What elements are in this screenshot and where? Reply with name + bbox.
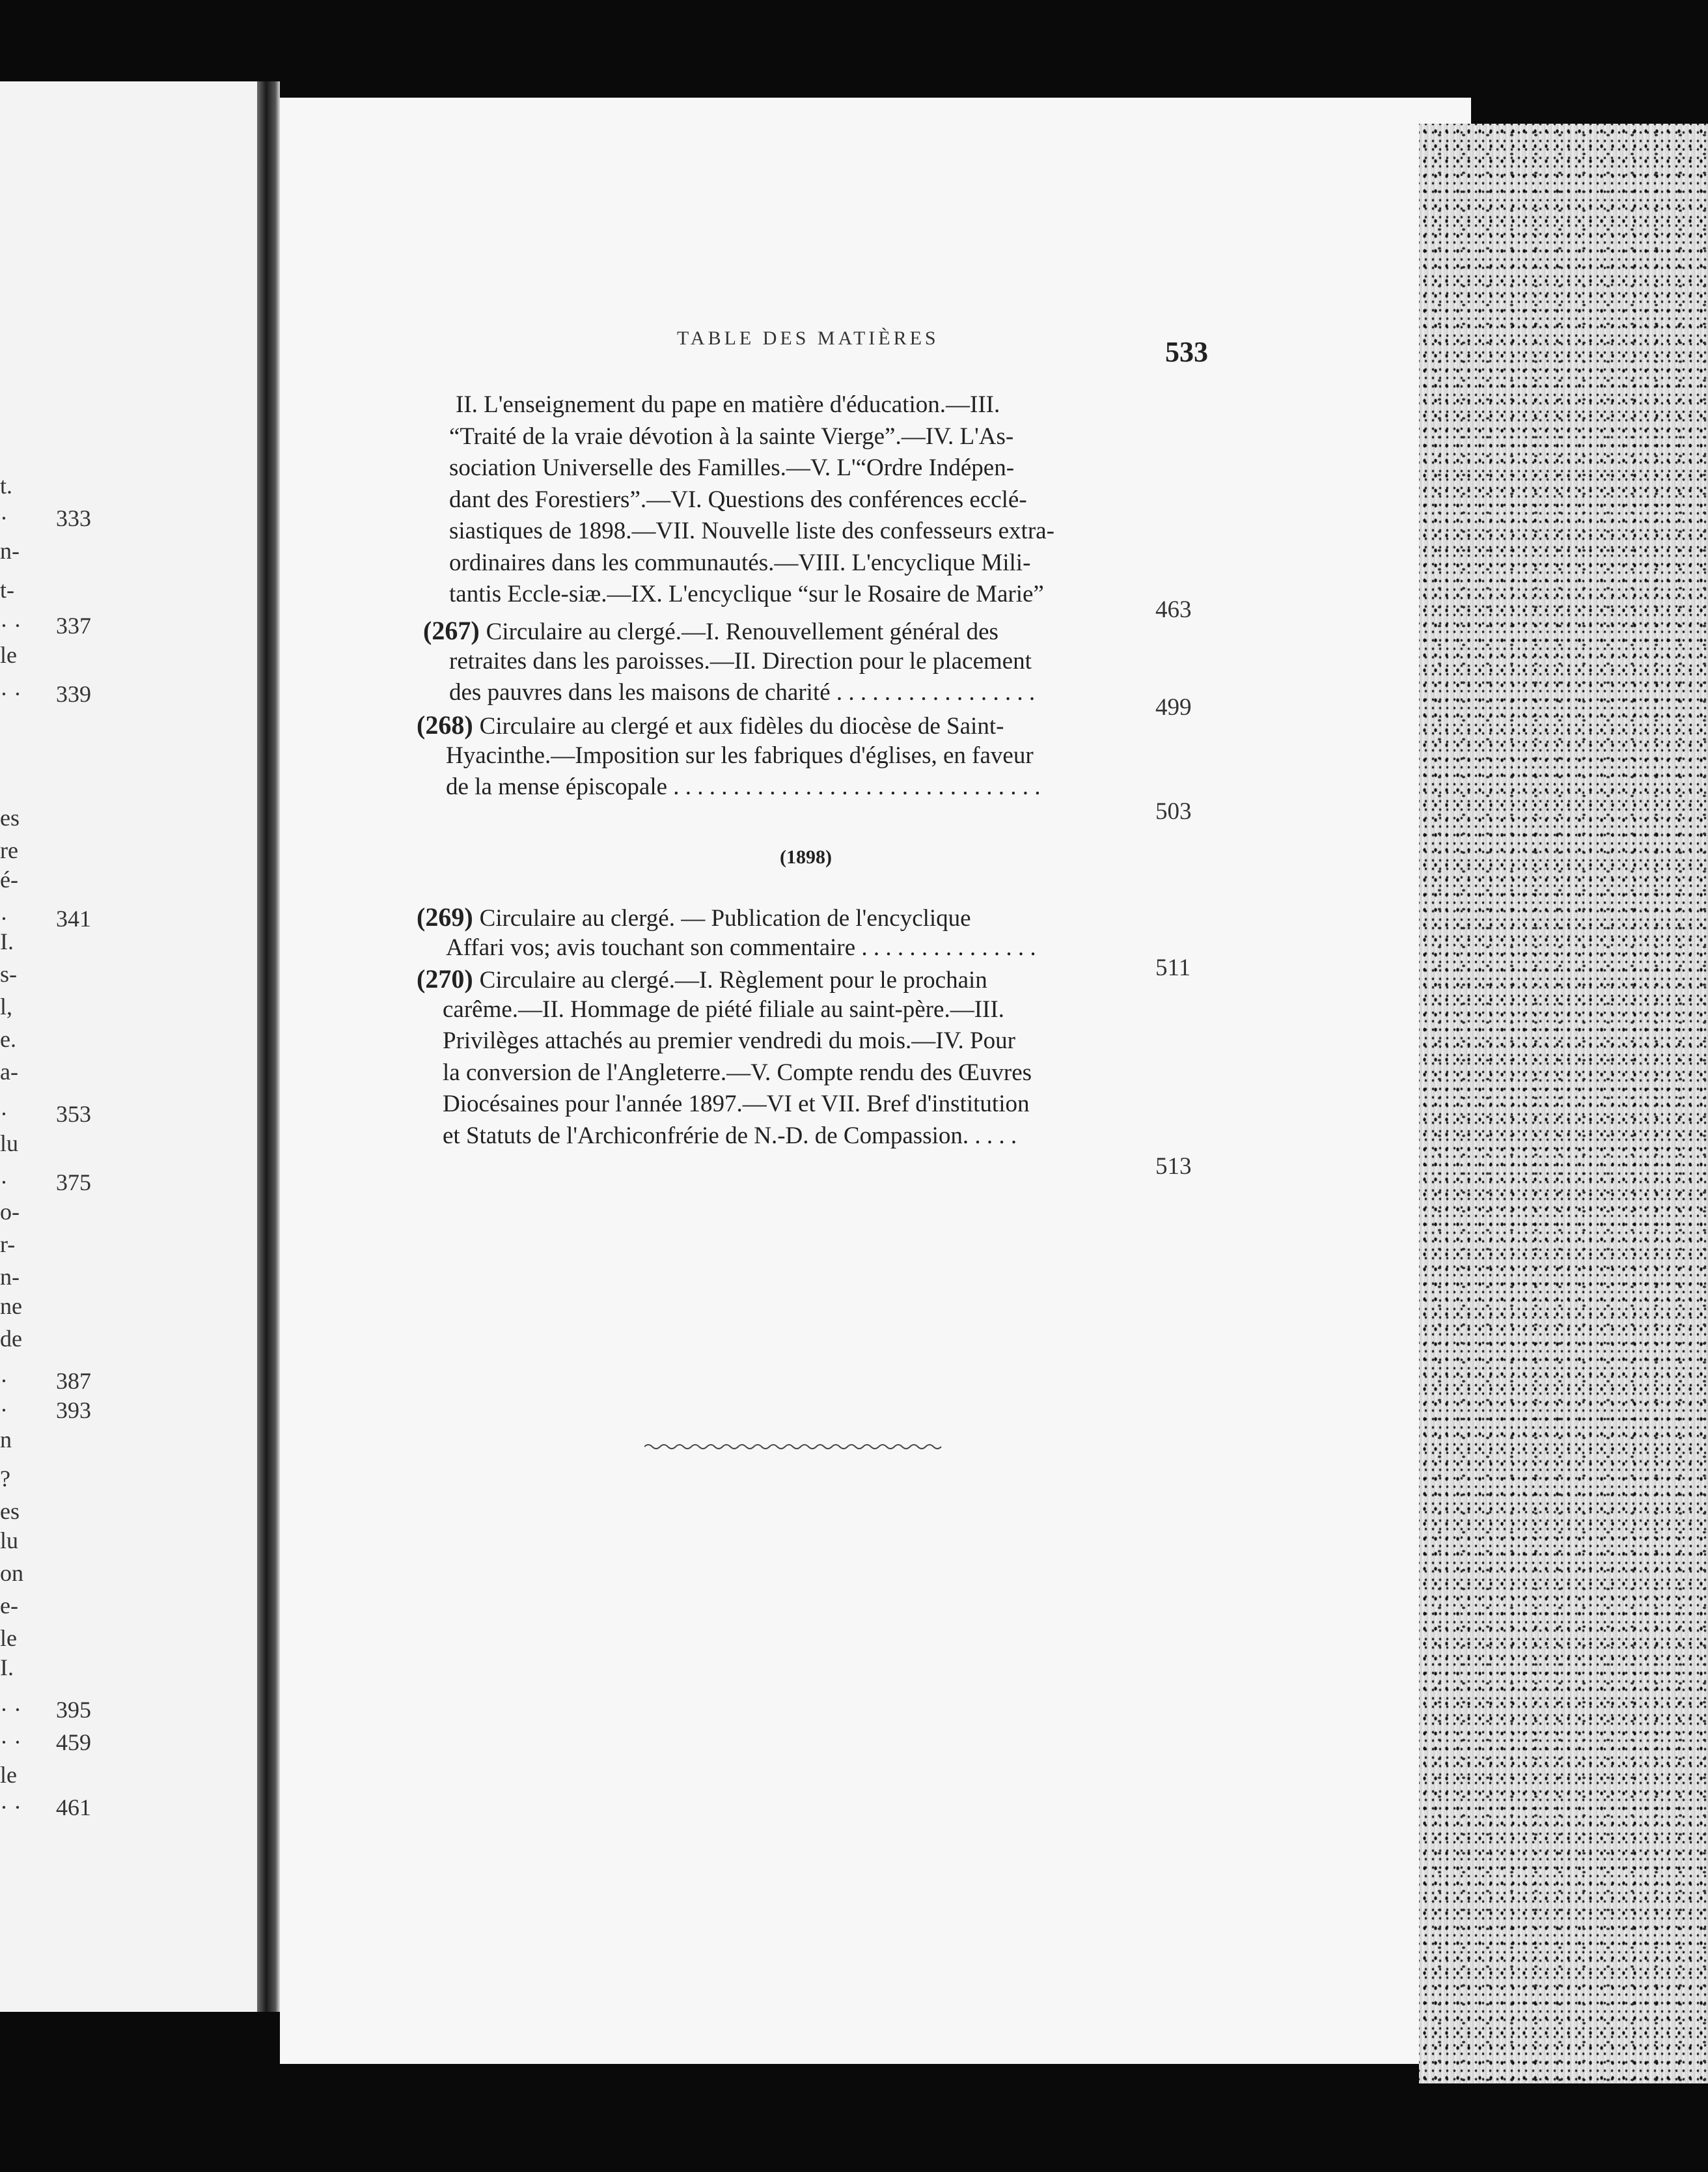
- entry-text: et Statuts de l'Archiconfrérie de N.-D. de Compassion. . . . .: [443, 1122, 1017, 1149]
- entry-text: Hyacinthe.—Imposition sur les fabriques d'églises, en faveur: [446, 742, 1034, 769]
- left-fragment: · ·: [0, 1697, 21, 1723]
- entry-text: siastiques de 1898.—VII. Nouvelle liste des confesseurs extra-: [449, 518, 1054, 544]
- entry-text: Circulaire au clergé. — Publication de l'encyclique: [479, 905, 971, 932]
- toc-entry-line: [446, 934, 1036, 962]
- left-fragment: · ·: [0, 1794, 21, 1820]
- toc-entry-line: [449, 454, 1014, 482]
- left-page-ref: 341: [56, 906, 91, 932]
- left-fragment: a-: [0, 1059, 18, 1085]
- left-fragment: · ·: [0, 613, 21, 639]
- left-fragment: le: [0, 1625, 17, 1651]
- left-page-ref: 395: [56, 1697, 91, 1723]
- left-fragment: o-: [0, 1199, 20, 1225]
- book-gutter: [257, 81, 280, 2012]
- left-page-ref: 387: [56, 1368, 91, 1394]
- entry-text: “Traité de la vraie dévotion à la sainte Vierge”.—IV. L'As-: [449, 423, 1014, 450]
- year-heading: (1898): [780, 846, 832, 868]
- entry-text: Circulaire au clergé.—I. Règlement pour le prochain: [479, 967, 987, 994]
- left-fragment: ·: [0, 1397, 8, 1423]
- left-fragment: le: [0, 1762, 17, 1788]
- toc-entry-line: [449, 517, 1054, 545]
- left-fragment: e.: [0, 1026, 16, 1052]
- toc-entry-line: [417, 964, 987, 994]
- entry-number: (267): [423, 616, 486, 645]
- left-fragment: t-: [0, 577, 14, 603]
- entry-number: (269): [417, 902, 480, 932]
- entry-number: (268): [417, 710, 480, 740]
- left-fragment: n-: [0, 538, 20, 564]
- left-page-ref: 333: [56, 505, 91, 531]
- entry-text: tantis Eccle-siæ.—IX. L'encyclique “sur le Rosaire de Marie”: [449, 581, 1044, 607]
- toc-entry-line: [456, 391, 1000, 419]
- page-number: 533: [1165, 336, 1208, 368]
- entry-text: Affari vos; avis touchant son commentaire . . . . . . . . . . . . . . .: [446, 934, 1036, 961]
- left-fragment: I.: [0, 928, 14, 954]
- left-fragment: · ·: [0, 681, 21, 707]
- left-page-ref: 339: [56, 681, 91, 707]
- left-fragment: n: [0, 1427, 12, 1453]
- left-fragment: ·: [0, 906, 8, 932]
- left-fragment: de: [0, 1326, 22, 1352]
- left-fragment: · ·: [0, 1729, 21, 1755]
- left-fragment: l,: [0, 994, 13, 1020]
- toc-entry-line: [449, 549, 1030, 577]
- entry-text: des pauvres dans les maisons de charité . . . . . . . . . . . . . . . . .: [449, 679, 1036, 706]
- entry-text: sociation Universelle des Familles.—V. L'“Ordre Indépen-: [449, 454, 1015, 481]
- page-edges: [1419, 124, 1708, 2083]
- entry-text: ordinaires dans les communautés.—VIII. L'encyclique Mili-: [449, 549, 1031, 576]
- left-fragment: e-: [0, 1593, 18, 1619]
- toc-entry-line: [449, 678, 1035, 706]
- toc-entry-line: [449, 647, 1032, 675]
- left-fragment: ne: [0, 1293, 22, 1319]
- toc-entry-line: [443, 1027, 1015, 1055]
- toc-entry-line: [443, 995, 1004, 1023]
- left-fragment: le: [0, 642, 17, 668]
- toc-entry-line: [443, 1090, 1029, 1118]
- left-fragment: ?: [0, 1466, 10, 1492]
- left-fragment: on: [0, 1560, 23, 1586]
- left-fragment: t.: [0, 473, 13, 499]
- toc-entry-line: [449, 486, 1027, 514]
- left-fragment: n-: [0, 1264, 20, 1290]
- entry-number: (270): [417, 964, 480, 994]
- left-fragment: é-: [0, 867, 18, 893]
- ornament-squiggle: [644, 1439, 944, 1455]
- left-fragment: ·: [0, 1169, 8, 1195]
- left-page-ref: 353: [56, 1101, 91, 1127]
- entry-text: Circulaire au clergé.—I. Renouvellement général des: [486, 619, 999, 645]
- left-page-ref: 459: [56, 1729, 91, 1755]
- left-fragment: I.: [0, 1654, 14, 1680]
- toc-entry-line: [423, 615, 999, 646]
- left-fragment: re: [0, 837, 18, 863]
- toc-entry-line: [446, 773, 1041, 801]
- left-fragment: ·: [0, 1101, 8, 1127]
- left-fragment: ·: [0, 505, 8, 531]
- left-fragment: es: [0, 1498, 20, 1524]
- toc-entry-line: [443, 1059, 1032, 1087]
- toc-entry-line: [443, 1122, 1017, 1150]
- left-fragment: lu: [0, 1130, 19, 1156]
- entry-text: Privilèges attachés au premier vendredi du mois.—IV. Pour: [443, 1027, 1015, 1054]
- toc-entry-line: [417, 902, 971, 932]
- entry-page-number: 511: [1155, 954, 1191, 981]
- toc-entry-line: [446, 742, 1034, 770]
- entry-page-number: 499: [1155, 694, 1192, 721]
- toc-entry-line: [449, 423, 1013, 451]
- entry-text: la conversion de l'Angleterre.—V. Compte rendu des Œuvres: [443, 1059, 1032, 1086]
- left-fragment: ·: [0, 1368, 8, 1394]
- left-page-ref: 337: [56, 613, 91, 639]
- left-page-ref: 393: [56, 1397, 91, 1423]
- toc-entry-line: [449, 580, 1044, 608]
- entry-page-number: 513: [1155, 1153, 1192, 1180]
- entry-text: de la mense épiscopale . . . . . . . . . . . . . . . . . . . . . . . . . . . . . . .: [446, 773, 1041, 800]
- left-fragment: es: [0, 805, 20, 831]
- left-page: [0, 81, 257, 2012]
- entry-text: II. L'enseignement du pape en matière d'éducation.—III.: [456, 391, 1000, 418]
- entry-text: retraites dans les paroisses.—II. Direction pour le placement: [449, 647, 1032, 675]
- left-page-ref: 461: [56, 1794, 91, 1820]
- toc-entry-line: [417, 710, 1004, 740]
- entry-page-number: 463: [1155, 596, 1192, 623]
- left-page-ref: 375: [56, 1169, 91, 1195]
- left-fragment: lu: [0, 1527, 19, 1553]
- entry-text: Diocésaines pour l'année 1897.—VI et VII. Bref d'institution: [443, 1091, 1030, 1117]
- left-fragment: s-: [0, 961, 17, 987]
- entry-page-number: 503: [1155, 798, 1192, 825]
- left-fragment: r-: [0, 1231, 16, 1257]
- entry-text: Circulaire au clergé et aux fidèles du diocèse de Saint-: [479, 713, 1004, 740]
- running-header: TABLE DES MATIÈRES: [677, 327, 939, 349]
- entry-text: dant des Forestiers”.—VI. Questions des conférences ecclé-: [449, 486, 1027, 513]
- entry-text: carême.—II. Hommage de piété filiale au saint-père.—III.: [443, 995, 1004, 1023]
